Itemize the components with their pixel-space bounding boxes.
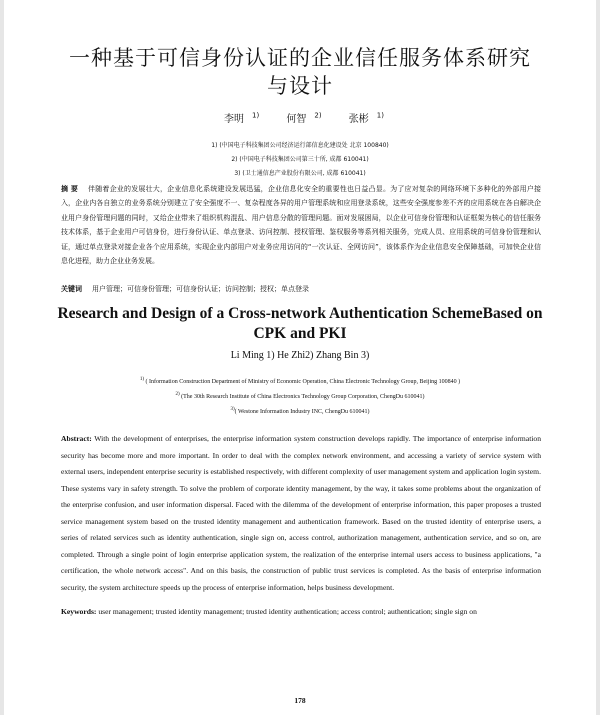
cn-abstract-text: 伴随着企业的发展壮大，企业信息化系统建设发展迅猛，企业信息化安全的重要性也日益凸显。为了应对复杂的网络环境下多种化的外部用户接入，企业内各自独立的业务系统分别建立了安全强度不一、复杂程度各异的用户管理系统和应用登录系统，这些安全强度参差不齐的应用系统在各自解决企业用户身份管理问题的同时，又给企业带来了组织机构混乱、用户信息分散的管理问题。面对发展困局，以企业可信身份管理和认证框架为核心的信任服务技术体系，基于企业用户可信身份，进行身份认证、单点登录、访问控制、授权管理、鉴权服务等系列相关服务，完成人员、应用系统的可信身份管理和认证，通过单点登录对接企业各个应用系统，实现企业内部用户对业务应用访问的“一次认证、全网访问”，该体系作为企业信息安全保障基础，可加快企业信息化进程，助力企业业务发展。 — [61, 185, 542, 266]
cn-keywords-label: 关键词 — [61, 285, 82, 293]
en-keywords-text: user management; trusted identity management; trusted identity authentication; access control; authentication; single sign on — [98, 607, 477, 616]
cn-abstract — [61, 182, 541, 268]
en-abstract — [61, 431, 541, 596]
cn-title-line2: 与设计 — [267, 74, 333, 98]
cn-author: 张彬 $^{1)}$ — [348, 111, 384, 125]
cn-authors — [0, 110, 600, 125]
page-number: 178 — [294, 696, 306, 705]
en-keywords-label: Keywords: — [61, 607, 97, 616]
cn-title-line1: 一种基于可信身份认证的企业信任服务体系研究 — [69, 46, 531, 70]
cn-affiliation: 1) (中国电子科技集团公司经济运行部信息化建设处 北京 100840) — [211, 142, 389, 149]
cn-keywords — [61, 284, 541, 294]
cn-abstract-label: 摘 要 — [61, 185, 79, 193]
en-abstract-text: With the development of enterprises, the enterprise information system construction develops rapidly. The importance of enterprise information security has become more and more important. In order to deal with the complex network environment, and accessing a variety of service system with external users, independent enterprise security is established respectively, with different complexity of user management system and application login system. These systems vary in safety strength. To solve the problem of corporate identity management, by the way, it takes some problems about the organization of the enterprise confusion, and user information dispersal. Faced with the dilemma of the development of enterprise information, this paper proposes a trusted service management system based on the trusted identity management and authentication framework. Based on the trusted identity of enterprise users, a series of related services such as identity authentication, single sign on, access control, authorization management, authentication service, and so on, are completed. Through a single point of login enterprise application system, the realization of the enterprise internal users access to business applications, "a certification, the whole network access". And on this basis, the construction of public trust services is completed. As the basis of enterprise information security, the system architecture speeds up the process of enterprise information, helps business development. — [61, 434, 542, 592]
en-keywords — [61, 604, 541, 620]
cn-author: 何智 $^{2)}$ — [286, 111, 322, 125]
cn-author: 李明 $^{1)}$ — [224, 111, 260, 125]
en-affiliation: $^{3)}$( Westone Information Industry INC, ChengDu 610041) — [230, 407, 370, 415]
cn-affiliation: 3) (卫士通信息产业股份有限公司, 成都 610041) — [234, 170, 366, 177]
en-affiliation: $^{1)}$ ( Information Construction Department of Ministry of Economic Operation, China Electronic Technology Group, Beijing 100840 ) — [139, 377, 461, 385]
en-authors: Li Ming 1) He Zhi2) Zhang Bin 3) — [230, 350, 370, 361]
cn-keywords-text: 用户管理；可信身份管理；可信身份认证；访问控制；授权；单点登录 — [92, 285, 309, 293]
en-title: Research and Design of a Cross-network Authentication SchemeBased on CPK and PKI — [57, 305, 543, 342]
cn-affiliation: 2) (中国电子科技集团公司第三十所, 成都 610041) — [231, 156, 369, 163]
en-affiliation: $^{2)}$ (The 30th Research Institute of China Electronics Technology Group Corporation, ChengDu 610041) — [175, 392, 425, 400]
en-abstract-label: Abstract: — [61, 434, 92, 443]
